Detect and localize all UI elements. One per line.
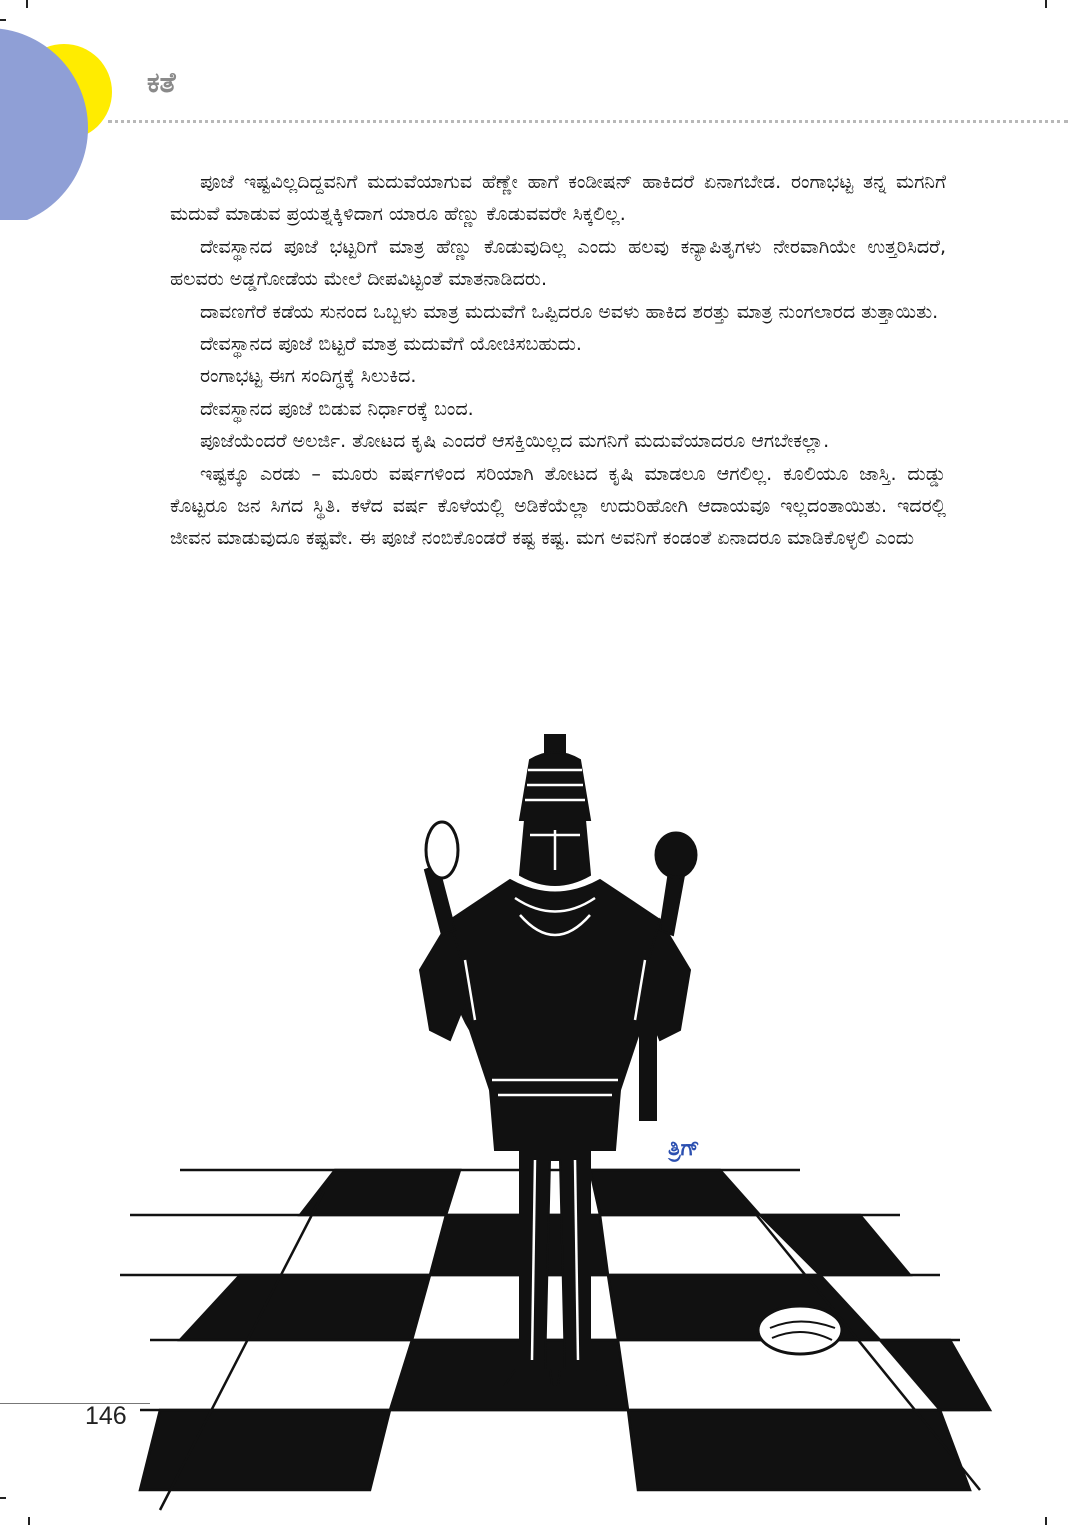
story-text (170, 166, 946, 555)
checkered-floor (120, 1170, 990, 1510)
paragraph: ದೇವಸ್ಥಾನದ ಪೂಜೆ ಬಿಡುವ ನಿರ್ಧಾರಕ್ಕೆ ಬಂದ. (200, 397, 474, 420)
crop-mark (28, 1517, 30, 1525)
crop-mark (0, 1497, 6, 1499)
paragraph: ದೇವಸ್ಥಾನದ ಪೂಜೆ ಬಿಟ್ಟರೆ ಮಾತ್ರ ಮದುವೆಗೆ ಯೋಚಿಸಬಹುದು. (200, 333, 582, 356)
conch-icon (426, 822, 458, 878)
paragraph: ಪೂಜೆ ಇಷ್ಟವಿಲ್ಲದಿದ್ದವನಿಗೆ ಮದುವೆಯಾಗುವ ಹೆಣ್ಣೇ ಹಾಗೆ ಕಂಡೀಷನ್ ಹಾಕಿದರೆ ಏನಾಗಬೇಡ. ರಂಗಾಭಟ್ಟ ತನ್ನ ಮಗನಿಗೆ ಮದುವೆ ಮಾಡುವ ಪ್ರಯತ್ನಕ್ಕಿಳಿದಾಗ ಯಾರೂ ಹೆಣ್ಣು ಕೊಡುವವರೇ ಸಿಕ್ಕಲಿಲ್ಲ. (170, 171, 946, 226)
paragraph: ಪೂಜೆಯೆಂದರೆ ಅಲರ್ಜಿ. ತೋಟದ ಕೃಷಿ ಎಂದರೆ ಆಸಕ್ತಿಯಿಲ್ಲದ ಮಗನಿಗೆ ಮದುವೆಯಾದರೂ ಆಗಬೇಕಲ್ಲಾ. (200, 430, 830, 453)
header-decoration (0, 0, 140, 220)
paragraph: ಇಷ್ಟಕ್ಕೂ ಎರಡು – ಮೂರು ವರ್ಷಗಳಿಂದ ಸರಿಯಾಗಿ ತೋಟದ ಕೃಷಿ ಮಾಡಲೂ ಆಗಲಿಲ್ಲ. ಕೂಲಿಯೂ ಜಾಸ್ತಿ. ದುಡ್ಡು ಕೊಟ್ಟರೂ ಜನ ಸಿಗದ ಸ್ಥಿತಿ. ಕಳೆದ ವರ್ಷ ಕೊಳೆಯಲ್ಲಿ ಅಡಿಕೆಯೆಲ್ಲಾ ಉದುರಿಹೋಗಿ ಆದಾಯವೂ ಇಲ್ಲದಂತಾಯಿತು. ಇದರಲ್ಲಿ ಜೀವನ ಮಾಡುವುದೂ ಕಷ್ಟವೇ. ಈ ಪೂಜೆ ನಂಬಿಕೊಂಡರೆ ಕಷ್ಟ ಕಷ್ಟ. ಮಗ ಅವನಿಗೆ ಕಂಡಂತೆ ಏನಾದರೂ ಮಾಡಿಕೊಳ್ಳಲಿ ಎಂದು (170, 462, 946, 550)
discus-icon (656, 833, 696, 877)
paragraph: ದೇವಸ್ಥಾನದ ಪೂಜೆ ಭಟ್ಟರಿಗೆ ಮಾತ್ರ ಹೆಣ್ಣು ಕೊಡುವುದಿಲ್ಲ ಎಂದು ಹಲವು ಕನ್ಯಾಪಿತೃಗಳು ನೇರವಾಗಿಯೇ ಉತ್ತರಿಸಿದರೆ, ಹಲವರು ಅಡ್ಡಗೋಡೆಯ ಮೇಲೆ ದೀಪವಿಟ್ಟಂತೆ ಮಾತನಾಡಿದರು. (170, 235, 946, 291)
artist-signature: ತ್ರಿಗ್ (668, 1136, 700, 1161)
paragraph: ರಂಗಾಭಟ್ಟ ಈಗ ಸಂದಿಗ್ಧಕ್ಕೆ ಸಿಲುಕಿದ. (200, 365, 417, 388)
section-title: ಕತೆ (147, 66, 176, 99)
page-number: 146 (85, 1402, 127, 1430)
deity-statue-illustration (120, 730, 1000, 1520)
betel-nut-icon (758, 1306, 842, 1354)
crop-mark (1045, 0, 1047, 8)
paragraph: ದಾವಣಗೆರೆ ಕಡೆಯ ಸುನಂದ ಒಬ್ಬಳು ಮಾತ್ರ ಮದುವೆಗೆ ಒಪ್ಪಿದರೂ ಅವಳು ಹಾಕಿದ ಶರತ್ತು ಮಾತ್ರ ನುಂಗಲಾರದ ತುತ್ತಾಯಿತು. (200, 300, 939, 323)
footer-rule (0, 1403, 150, 1404)
header-divider (108, 120, 1068, 123)
crop-mark (1045, 1517, 1047, 1525)
